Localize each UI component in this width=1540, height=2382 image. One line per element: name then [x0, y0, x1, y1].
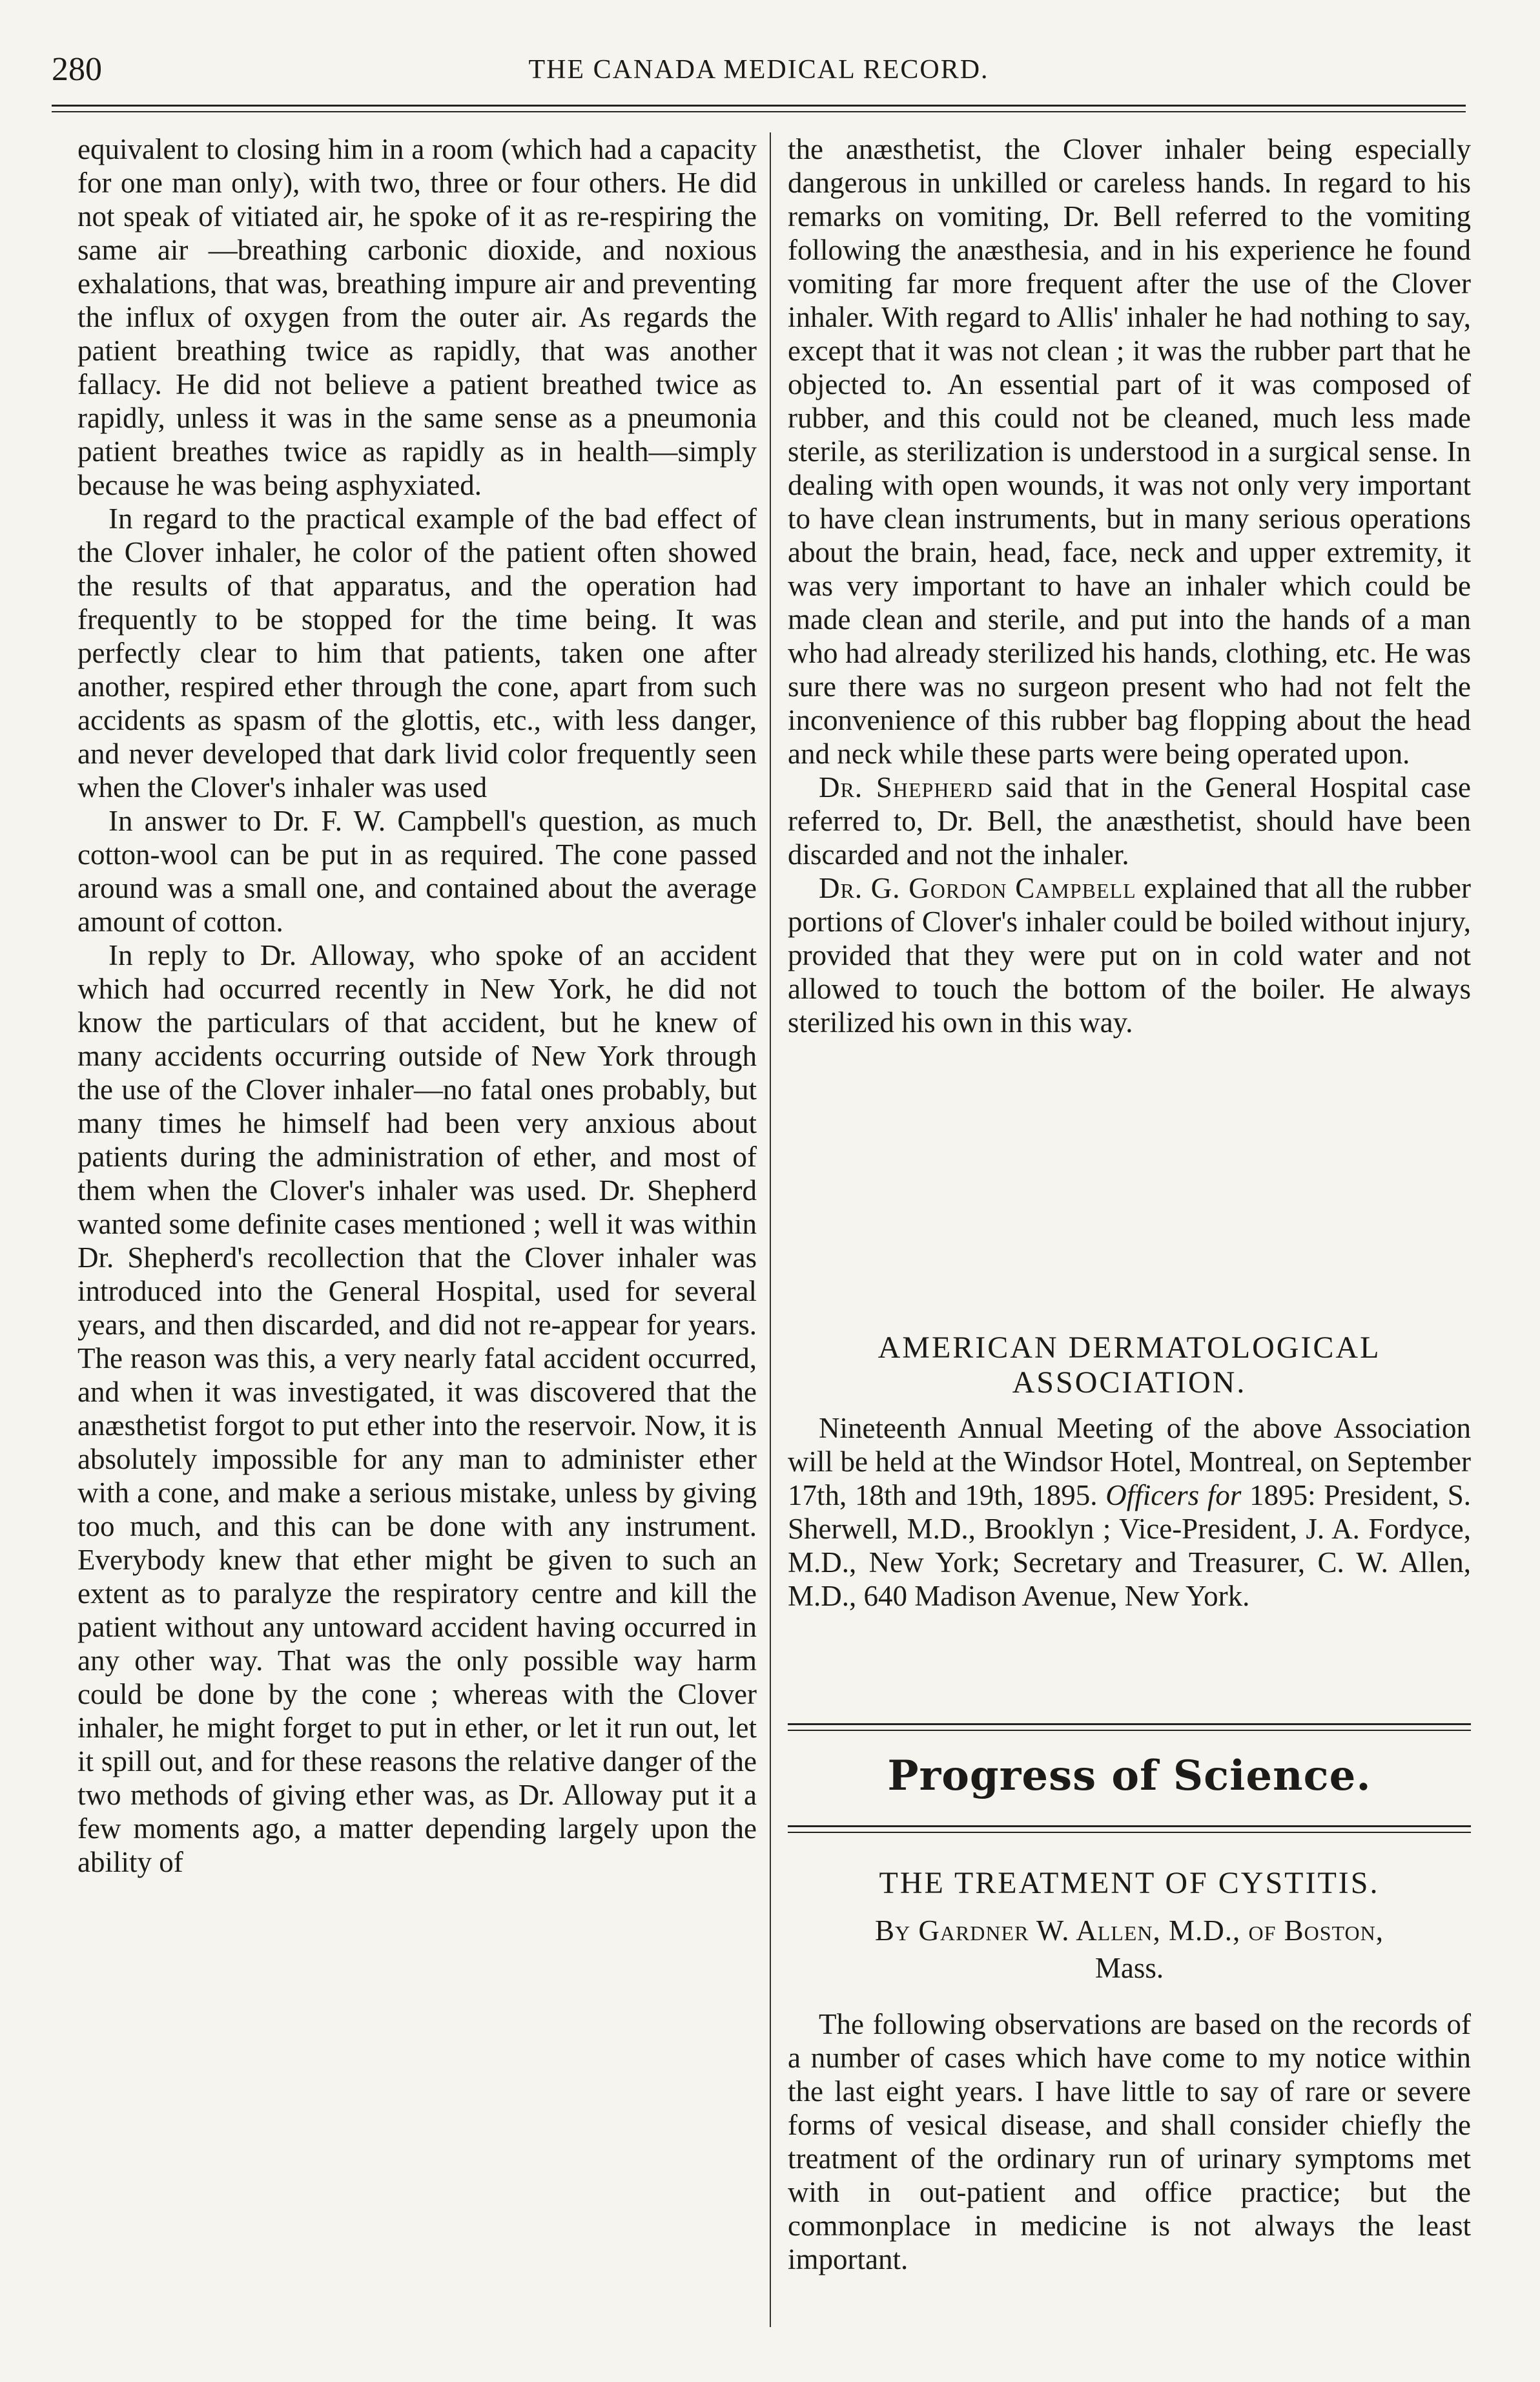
byline — [788, 1912, 1471, 1987]
paragraph: The following observations are based on the records of a number of cases which have come to my notice within the last eight years. I have little to say of rare or severe forms of vesical disease, and shall consider chiefly the treatment of the ordinary run of urinary symptoms met with in out-patient and office practice; but the commonplace in medicine is not always the least important. — [788, 2008, 1471, 2275]
section-heading: Progress of Science. — [887, 1752, 1371, 1800]
paragraph — [788, 871, 1471, 1039]
byline-line: Mass. — [1094, 1952, 1164, 1984]
section-rule — [788, 1723, 1471, 1731]
paragraph: In reply to Dr. Alloway, who spoke of an accident which had occurred recently in New York, he did not know the particulars of that accident, but he knew of many accidents occurring outside of New York through the use of the Clover inhaler—no fatal ones probably, but many times he himself had been very anxious about patients during the administration of ether, and most of them when the Clover's inhaler was used. Dr. Shepherd wanted some definite cases mentioned ; well it was within Dr. Shepherd's recollection that the Clover inhaler was introduced into the General Hospital, used for several years, and then discarded, and did not re-appear for years. The reason was this, a very nearly fatal accident occurred, and when it was investigated, it was discovered that the anæsthetist forgot to put ether into the reservoir. Now, it is absolutely impossible for any man to administer ether with a cone, and make a serious mistake, unless by giving too much, and this can be done with any instrument. Everybody knew that ether might be given to such an extent as to paralyze the respiratory centre and kill the patient without any untoward accident having occurred in any other way. That was the only possible way harm could be done by the cone ; whereas with the Clover inhaler, he might forget to put in ether, or let it run out, let it spill out, and for these reasons the relative danger of the two methods of giving ether was, as Dr. Alloway put it a few moments ago, a matter depending largely upon the ability of — [77, 939, 757, 1878]
page-header — [52, 50, 1466, 96]
page-number: 280 — [52, 51, 102, 88]
byline-line: By Gardner W. Allen, M.D., of Boston, — [874, 1914, 1384, 1947]
officers-label: Officers for — [1105, 1479, 1242, 1511]
article-body — [788, 2007, 1471, 2276]
paragraph: the anæsthetist, the Clover inhaler being especially dangerous in unkilled or careless hands. In regard to his remarks on vomiting, Dr. Bell referred to the vomiting following the anæsthesia, and in his experience he found vomiting far more frequent after the use of the Clover inhaler. With regard to Allis' inhaler he had nothing to say, except that it was not clean ; it was the rubber part that he objected to. An essential part of it was composed of rubber, and this could not be cleaned, much less made sterile, as sterilization is understood in a surgical sense. In dealing with open wounds, it was not only very important to have clean instruments, but in many serious operations about the brain, head, face, neck and upper extremity, it was very important to have an inhaler which could be made clean and sterile, and put into the hands of a man who had already sterilized his hands, clothing, etc. He was sure there was no surgeon present who had not felt the inconvenience of this rubber bag flopping about the head and neck while these parts were being operated upon. — [788, 133, 1471, 770]
left-column — [77, 132, 757, 1879]
notice-text: Nineteenth Annual Meeting of the above Association will be held at the Windsor Hotel, Montreal, on September 17th, 18th and 19th, 1895. — [788, 1412, 1471, 1511]
paragraph: equivalent to closing him in a room (which had a capacity for one man only), with two, three or four others. He did not speak of vitiated air, he spoke of it as re-respiring the same air —breathing carbonic dioxide, and noxious exhalations, that was, breathing impure air and preventing the influx of oxygen from the outer air. As regards the patient breathing twice as rapidly, that was another fallacy. He did not believe a patient breathed twice as rapidly, unless it was in the same sense as a pneumonia patient breathes twice as rapidly as in health—simply because he was being asphyxiated. — [77, 133, 757, 501]
association-notice — [788, 1411, 1471, 1613]
speaker-name: Dr. G. Gordon Campbell — [819, 872, 1136, 904]
association-title — [788, 1331, 1471, 1400]
notice-text: 1895: President, S. Sherwell, M.D., Brooklyn ; Vice-President, J. A. Fordyce, M.D., New York; Secretary and Treasurer, C. W. Allen, M.D., 640 Madison Avenue, New York. — [788, 1479, 1471, 1612]
section-rule — [788, 1825, 1471, 1833]
paragraph: In regard to the practical example of the bad effect of the Clover inhaler, he color of the patient often showed the results of that apparatus, and the operation had frequently to be stopped for the time being. It was perfectly clear to him that patients, taken one after another, respired ether through the cone, apart from such accidents as spasm of the glottis, etc., with less danger, and never developed that dark livid color frequently seen when the Clover's inhaler was used — [77, 502, 757, 803]
column-divider — [770, 132, 771, 2327]
header-rule — [52, 105, 1466, 112]
paragraph — [788, 1411, 1471, 1613]
article-title: THE TREATMENT OF CYSTITIS. — [879, 1866, 1380, 1900]
association-title-line: ASSOCIATION. — [1012, 1365, 1247, 1400]
paragraph — [788, 771, 1471, 871]
paragraph: In answer to Dr. F. W. Campbell's question, as much cotton-wool can be put in as required. The cone passed around was a small one, and contained about the average amount of cotton. — [77, 805, 757, 938]
running-head: THE CANADA MEDICAL RECORD. — [528, 55, 989, 85]
paragraph-text: said that in the General Hospital case referred to, Dr. Bell, the anæsthetist, should have been discarded and not the inhaler. — [788, 771, 1471, 871]
right-column — [788, 132, 1471, 1039]
paragraph-text: explained that all the rubber portions of Clover's inhaler could be boiled without injury, provided that they were put on in cold water and not allowed to touch the bottom of the boiler. He always sterilized his own in this way. — [788, 872, 1471, 1039]
association-title-line: AMERICAN DERMATOLOGICAL — [878, 1331, 1381, 1365]
speaker-name: Dr. Shepherd — [819, 771, 993, 803]
